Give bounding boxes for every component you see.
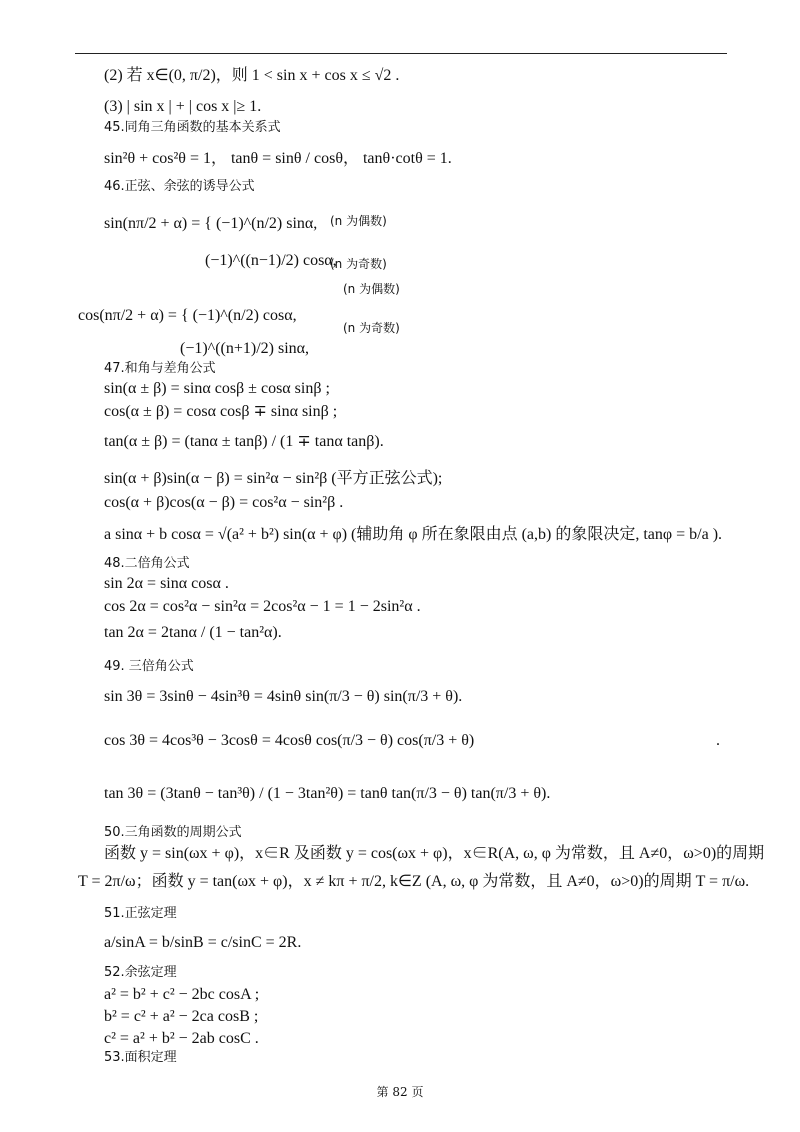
text-line-l28: 51.正弦定理 (104, 906, 177, 921)
text-line-l7: (−1)^((n−1)/2) cosα, (205, 252, 337, 269)
text-line-l7n: (n 为奇数) (330, 257, 387, 271)
text-line-l1: (2) 若 x∈(0, π/2)，则 1 < sin x + cos x ≤ √2 . (104, 67, 400, 84)
text-line-l9: (−1)^((n+1)/2) sinα, (180, 340, 310, 357)
header-rule (75, 53, 727, 54)
text-line-l5: 46.正弦、余弦的诱导公式 (104, 179, 255, 194)
text-line-l17: 48.二倍角公式 (104, 556, 190, 571)
text-line-l8n: (n 为偶数) (343, 282, 400, 296)
text-line-l34: 53.面积定理 (104, 1050, 177, 1065)
text-line-l33: c² = a² + b² − 2ab cosC . (104, 1030, 259, 1047)
text-line-l6: sin(nπ/2 + α) = { (−1)^(n/2) sinα, (104, 215, 318, 232)
text-line-l27: T = 2π/ω；函数 y = tan(ωx + φ)，x ≠ kπ + π/2, k∈Z (A, ω, φ 为常数，且 A≠0，ω>0)的周期 T = π/ω. (78, 873, 750, 890)
text-line-l26: 函数 y = sin(ωx + φ)，x∈R 及函数 y = cos(ωx + φ)，x∈R(A, ω, φ 为常数，且 A≠0，ω>0)的周期 (104, 845, 765, 862)
text-line-l18: sin 2α = sinα cosα . (104, 575, 229, 592)
text-line-l29: a/sinA = b/sinB = c/sinC = 2R. (104, 934, 302, 951)
text-line-l15: cos(α + β)cos(α − β) = cos²α − sin²β . (104, 494, 344, 511)
text-line-l25: 50.三角函数的周期公式 (104, 825, 242, 840)
text-line-l24: tan 3θ = (3tanθ − tan³θ) / (1 − 3tan²θ) = tanθ tan(π/3 − θ) tan(π/3 + θ). (104, 785, 551, 802)
text-line-l16: a sinα + b cosα = √(a² + b²) sin(α + φ) (辅助角 φ 所在象限由点 (a,b) 的象限决定, tanφ = b/a ). (104, 526, 723, 543)
text-line-l23d: . (716, 732, 720, 749)
text-line-l4: sin²θ + cos²θ = 1， tanθ = sinθ / cosθ， tanθ·cotθ = 1. (104, 150, 452, 167)
text-line-l3: 45.同角三角函数的基本关系式 (104, 120, 281, 135)
text-line-l11: sin(α ± β) = sinα cosβ ± cosα sinβ ; (104, 380, 330, 397)
text-line-l30: 52.余弦定理 (104, 965, 177, 980)
text-line-l13: tan(α ± β) = (tanα ± tanβ) / (1 ∓ tanα tanβ). (104, 433, 384, 450)
text-line-l31: a² = b² + c² − 2bc cosA ; (104, 986, 260, 1003)
text-line-l22: sin 3θ = 3sinθ − 4sin³θ = 4sinθ sin(π/3 − θ) sin(π/3 + θ). (104, 688, 463, 705)
text-line-l2: (3) | sin x | + | cos x |≥ 1. (104, 98, 262, 115)
text-line-l14: sin(α + β)sin(α − β) = sin²α − sin²β (平方正弦公式); (104, 470, 443, 487)
text-line-l21: 49. 三倍角公式 (104, 659, 194, 674)
text-line-l19: cos 2α = cos²α − sin²α = 2cos²α − 1 = 1 − 2sin²α . (104, 598, 421, 615)
text-line-l10: 47.和角与差角公式 (104, 361, 216, 376)
text-line-l20: tan 2α = 2tanα / (1 − tan²α). (104, 624, 282, 641)
text-line-l12: cos(α ± β) = cosα cosβ ∓ sinα sinβ ; (104, 403, 338, 420)
text-line-l23: cos 3θ = 4cos³θ − 3cosθ = 4cosθ cos(π/3 − θ) cos(π/3 + θ) (104, 732, 475, 749)
text-line-l8: cos(nπ/2 + α) = { (−1)^(n/2) cosα, (78, 307, 297, 324)
page-number: 第 82 页 (376, 1085, 424, 1099)
text-line-l32: b² = c² + a² − 2ca cosB ; (104, 1008, 259, 1025)
text-line-l9n: (n 为奇数) (343, 321, 400, 335)
text-line-l6n: (n 为偶数) (330, 214, 387, 228)
